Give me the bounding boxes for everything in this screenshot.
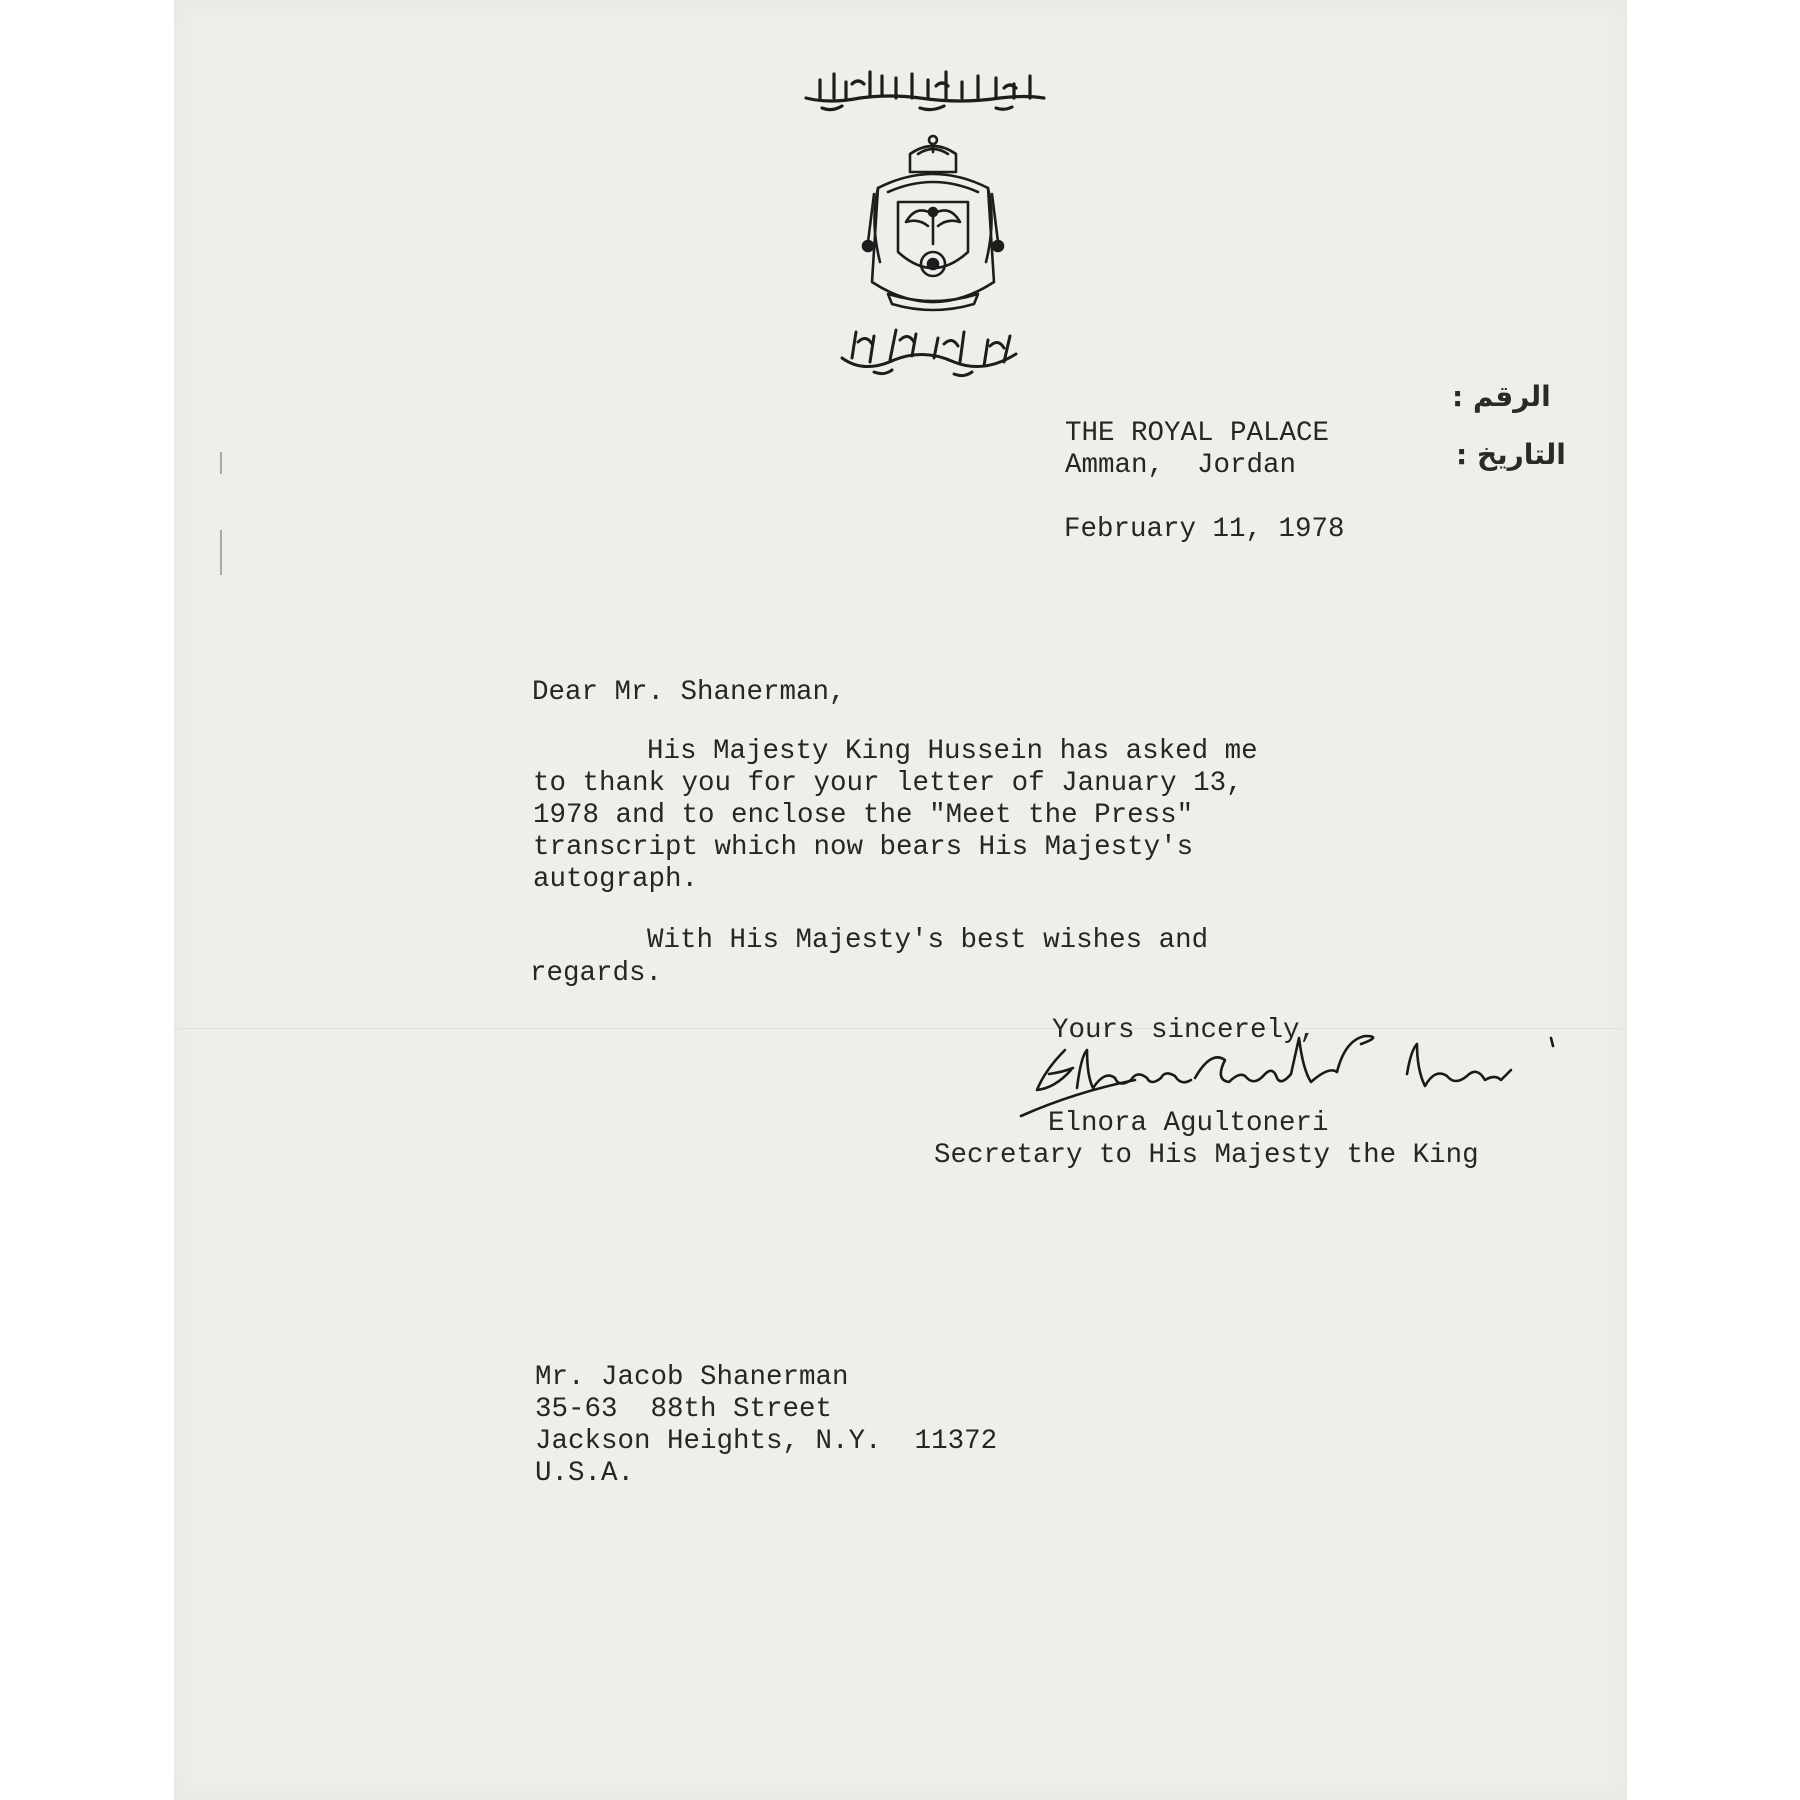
- recipient-line: U.S.A.: [535, 1458, 635, 1489]
- date-label-arabic: التاريخ :: [1456, 438, 1566, 471]
- body-line: autograph.: [533, 864, 699, 895]
- basmala-calligraphy: [800, 68, 1050, 112]
- salutation: Dear Mr. Shanerman,: [532, 677, 846, 708]
- signatory-title: Secretary to His Majesty the King: [934, 1140, 1479, 1171]
- edge-mark: [220, 530, 222, 575]
- recipient-line: 35-63 88th Street: [535, 1394, 833, 1425]
- body-line: His Majesty King Hussein has asked me: [647, 736, 1258, 767]
- royal-crest-emblem: [858, 132, 1008, 322]
- closing: Yours sincerely,: [1052, 1015, 1317, 1046]
- body-line: regards.: [530, 958, 663, 989]
- reference-number-label: الرقم :: [1452, 380, 1551, 413]
- recipient-line: Mr. Jacob Shanerman: [535, 1362, 849, 1393]
- body-line: With His Majesty's best wishes and: [647, 925, 1209, 956]
- body-line: 1978 and to enclose the "Meet the Press": [533, 800, 1194, 831]
- fold-line: [174, 1028, 1627, 1029]
- recipient-line: Jackson Heights, N.Y. 11372: [535, 1426, 998, 1457]
- handwritten-signature: [1015, 1030, 1575, 1120]
- body-line: to thank you for your letter of January 13,: [533, 768, 1243, 799]
- body-line: transcript which now bears His Majesty's: [533, 832, 1194, 863]
- signatory-name: Elnora Agultoneri: [1048, 1108, 1329, 1139]
- letter-date: February 11, 1978: [1064, 514, 1345, 545]
- palace-name: THE ROYAL PALACE: [1065, 418, 1330, 449]
- royal-court-calligraphy: [834, 318, 1024, 378]
- edge-mark: [220, 452, 222, 474]
- palace-city: Amman, Jordan: [1065, 450, 1297, 481]
